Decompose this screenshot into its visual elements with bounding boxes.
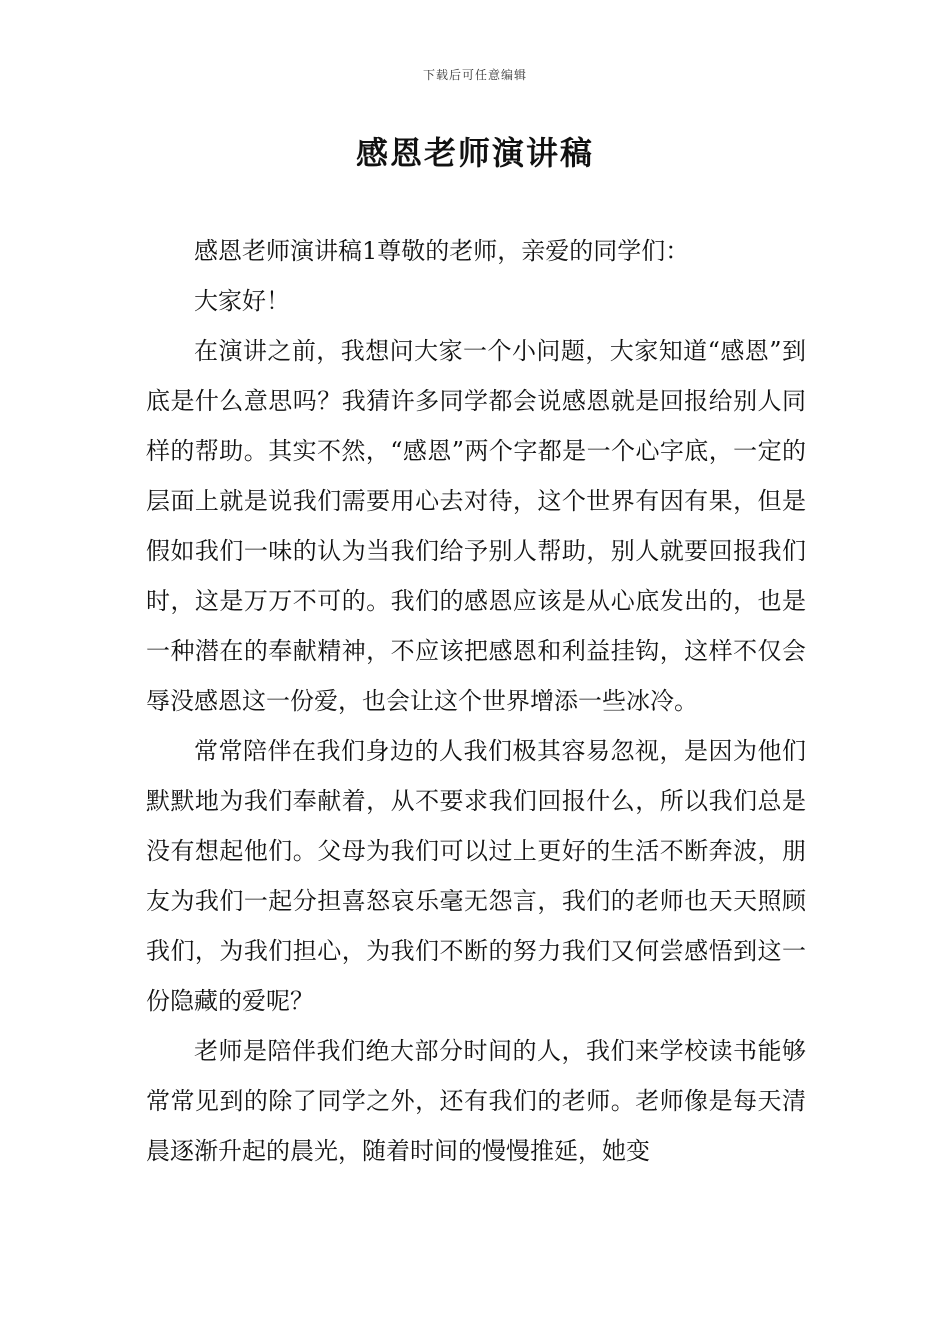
paragraph-greeting: 感恩老师演讲稿1尊敬的老师，亲爱的同学们： <box>194 237 690 265</box>
paragraph-people-beside-us: 常常陪伴在我们身边的人我们极其容易忽视，是因为他们默默地为我们奉献着，从不要求我们回报什么，所以我们总是没有想起他们。父母为我们可以过上更好的生活不断奔波，朋友为我们一起分担喜怒哀乐毫无怨言，我们的老师也天天照顾我们，为我们担心，为我们不断的努力我们又何尝感悟到这一份隐藏的爱呢？ <box>146 737 806 1015</box>
document-body <box>146 226 806 1176</box>
document-title: 感恩老师演讲稿 <box>355 134 594 172</box>
paragraph-meaning-of-gratitude: 在演讲之前，我想问大家一个小问题，大家知道“感恩”到底是什么意思吗？我猜许多同学都会说感恩就是回报给别人同样的帮助。其实不然，“感恩”两个字都是一个心字底，一定的层面上就是说我们需要用心去对待，这个世界有因有果，但是假如我们一味的认为当我们给予别人帮助，别人就要回报我们时，这是万万不可的。我们的感恩应该是从心底发出的，也是一种潜在的奉献精神，不应该把感恩和利益挂钩，这样不仅会辱没感恩这一份爱，也会让这个世界增添一些冰冷。 <box>146 337 806 715</box>
header-note: 下载后可任意编辑 <box>422 68 527 82</box>
paragraph-hello: 大家好！ <box>194 287 290 315</box>
paragraph-teachers: 老师是陪伴我们绝大部分时间的人，我们来学校读书能够常常见到的除了同学之外，还有我们的老师。老师像是每天清晨逐渐升起的晨光，随着时间的慢慢推延，她变 <box>146 1037 806 1165</box>
